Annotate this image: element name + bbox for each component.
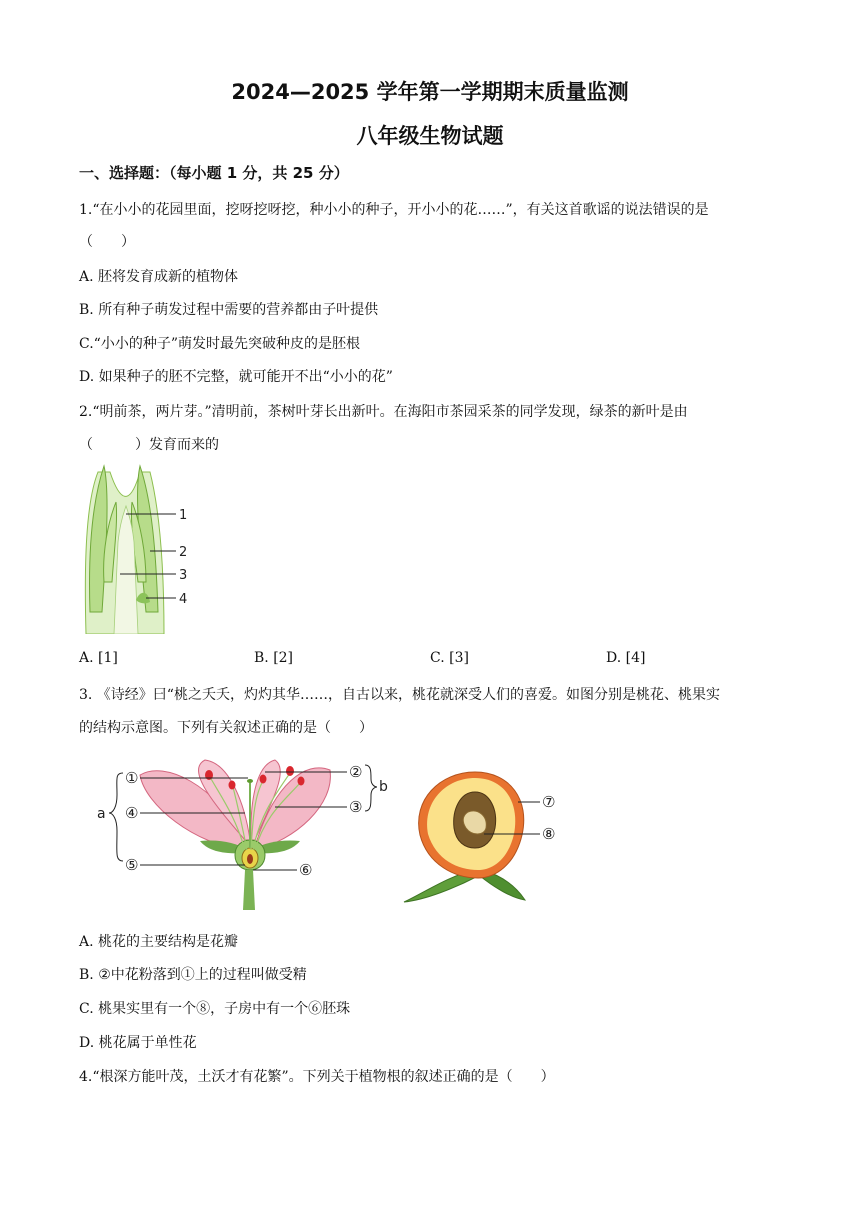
q1-option-b: B. 所有种子萌发过程中需要的营养都由子叶提供 bbox=[79, 302, 379, 318]
q1-option-a: A. 胚将发育成新的植物体 bbox=[79, 269, 239, 285]
q2-stem-continued: （ ）发育而来的 bbox=[79, 437, 219, 453]
label-b: b bbox=[379, 779, 388, 795]
q1-option-c: C.“小小的种子”萌发时最先突破种皮的是胚根 bbox=[79, 336, 360, 352]
q3-stem-continued: 的结构示意图。下列有关叙述正确的是（ ） bbox=[79, 720, 373, 736]
peach-flower-diagram bbox=[95, 755, 395, 910]
q3-option-a: A. 桃花的主要结构是花瓣 bbox=[79, 934, 239, 950]
stigma bbox=[247, 779, 253, 783]
q2-option-d: D. [4] bbox=[606, 650, 646, 666]
q1-answer-paren: （ ） bbox=[79, 234, 135, 250]
q2-option-a: A. [1] bbox=[79, 650, 118, 666]
label-a: a bbox=[97, 806, 106, 822]
q1-option-d: D. 如果种子的胚不完整，就可能开不出“小小的花” bbox=[79, 369, 393, 385]
leaf-bud-diagram bbox=[80, 462, 200, 634]
brace-b bbox=[365, 765, 377, 811]
stem bbox=[243, 870, 255, 910]
q2-option-c: C. [3] bbox=[430, 650, 469, 666]
label-6: ⑥ bbox=[299, 861, 313, 879]
q1-stem: 1.“在小小的花园里面，挖呀挖呀挖，种小小的种子，开小小的花……”，有关这首歌谣的说法错误的是 bbox=[79, 202, 709, 218]
q3-option-c: C. 桃果实里有一个⑧，子房中有一个⑥胚珠 bbox=[79, 1001, 351, 1017]
label-5: ⑤ bbox=[125, 856, 139, 874]
q4-stem: 4.“根深方能叶茂，土沃才有花繁”。下列关于植物根的叙述正确的是（ ） bbox=[79, 1069, 555, 1085]
exam-title: 2024—2025 学年第一学期期末质量监测 bbox=[231, 80, 629, 104]
section-heading: 一、选择题：（每小题 1 分，共 25 分） bbox=[79, 164, 349, 182]
q3-option-b: B. ②中花粉落到①上的过程叫做受精 bbox=[79, 967, 307, 983]
brace-a bbox=[109, 773, 123, 861]
label-2: ② bbox=[349, 763, 363, 781]
label-3: 3 bbox=[179, 568, 188, 583]
peach-fruit-diagram bbox=[400, 770, 580, 910]
label-1: ① bbox=[125, 769, 139, 787]
q3-option-d: D. 桃花属于单性花 bbox=[79, 1035, 197, 1051]
label-2: 2 bbox=[179, 545, 188, 560]
label-4: 4 bbox=[179, 592, 188, 607]
exam-subtitle: 八年级生物试题 bbox=[356, 124, 504, 148]
q3-stem: 3. 《诗经》曰“桃之夭夭，灼灼其华……，自古以来，桃花就深受人们的喜爱。如图分别是桃花、桃果实 bbox=[79, 687, 720, 703]
label-3: ③ bbox=[349, 798, 363, 816]
ovule bbox=[247, 854, 253, 864]
label-8: ⑧ bbox=[542, 825, 556, 843]
q2-option-b: B. [2] bbox=[254, 650, 294, 666]
label-7: ⑦ bbox=[542, 793, 556, 811]
label-1: 1 bbox=[179, 508, 188, 523]
label-4: ④ bbox=[125, 804, 139, 822]
q2-stem: 2.“明前茶，两片芽。”清明前，茶树叶芽长出新叶。在海阳市茶园采茶的同学发现，绿茶的新叶是由 bbox=[79, 404, 688, 420]
